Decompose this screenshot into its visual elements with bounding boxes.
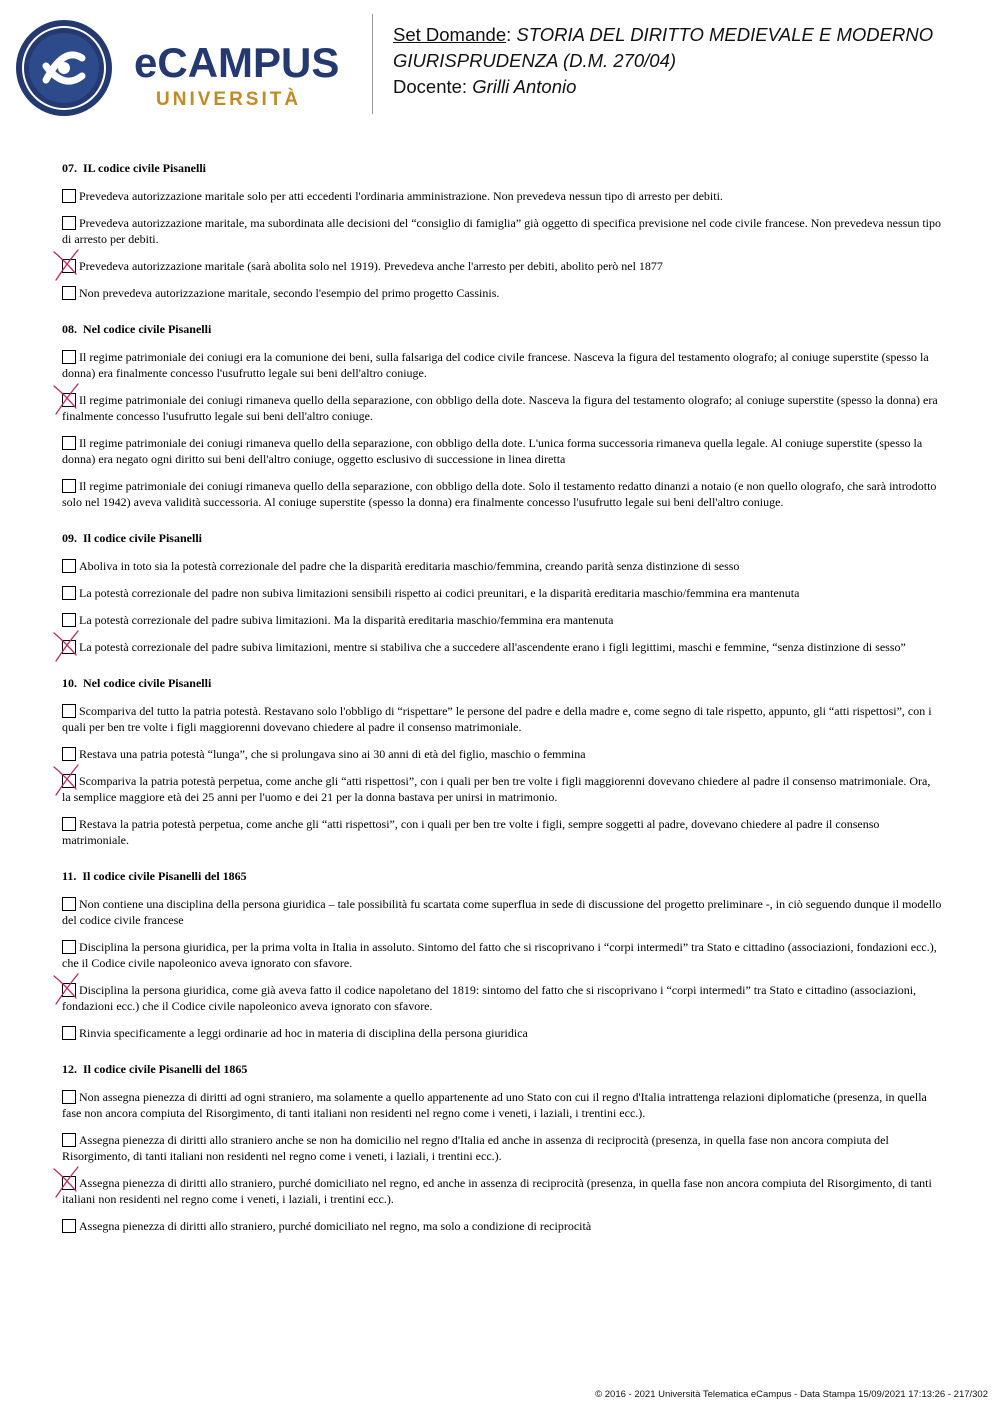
page-footer: © 2016 - 2021 Università Telematica eCampus - Data Stampa 15/09/2021 17:13:26 - 217/302 [595,1389,988,1400]
answer-text: Prevedeva autorizzazione maritale solo per atti eccedenti l'ordinaria amministrazione. Non prevedeva nessun tipo di arresto per debiti. [79,189,723,203]
question-title-text: IL codice civile Pisanelli [83,161,206,175]
checkbox-icon[interactable] [62,1026,76,1040]
answer-option [62,703,942,735]
checkbox-icon[interactable] [62,479,76,493]
answer-option [62,1025,942,1041]
checkbox-icon[interactable] [62,940,76,954]
checkbox-icon[interactable] [62,817,76,831]
course-line: Set Domande: STORIA DEL DIRITTO MEDIEVALE E MODERNO [393,24,934,45]
question-title [62,160,942,176]
checkbox-icon[interactable] [62,559,76,573]
answer-text: Restava una patria potestà “lunga”, che si prolungava sino ai 30 anni di età del figlio, maschio o femmina [79,747,586,761]
answer-text: Il regime patrimoniale dei coniugi rimaneva quello della separazione, con obbligo della dote. Solo il testamento redatto dinanzi a notaio (e non quello olografo, che sarà introdotto solo nel 1942) aveva validità successoria. Al coniuge superstite (spesso la donna) era finalmente concesso l'usufrutto legale sui beni dell'altro coniuge. [62,479,937,509]
answer-text: Assegna pienezza di diritti allo straniero, purché domiciliato nel regno, ma solo a condizione di reciprocità [79,1219,592,1233]
checkbox-icon[interactable] [62,259,76,273]
answer-option [62,1218,942,1234]
answer-option [62,1175,942,1207]
answer-option [62,746,942,762]
checkbox-icon[interactable] [62,216,76,230]
answer-option [62,258,942,274]
teacher-name: Grilli Antonio [472,76,577,97]
question-title-text: Il codice civile Pisanelli del 1865 [83,1062,248,1076]
question-title [62,868,942,884]
checkbox-icon[interactable] [62,586,76,600]
checkbox-icon[interactable] [62,1219,76,1233]
question-block [62,675,942,848]
question-number: 07. [62,161,77,175]
question-number: 11. [62,869,77,883]
ecampus-logo [14,18,359,118]
question-title [62,321,942,337]
question-title [62,1061,942,1077]
question-title-text: Il codice civile Pisanelli [83,531,202,545]
course-title: STORIA DEL DIRITTO MEDIEVALE E MODERNO [516,24,934,45]
answer-text: Prevedeva autorizzazione maritale, ma subordinata alle decisioni del “consiglio di famiglia” già oggetto di specifica previsione nel code civile francese. Non prevedeva nessun tipo di arresto per debiti. [62,216,942,246]
question-title-text: Nel codice civile Pisanelli [83,676,212,690]
question-number: 09. [62,531,77,545]
answer-option [62,349,942,381]
answer-option [62,392,942,424]
answer-option [62,478,942,510]
question-title-text: Nel codice civile Pisanelli [83,322,212,336]
answer-text: Il regime patrimoniale dei coniugi rimaneva quello della separazione, con obbligo della dote. L'unica forma successoria rimaneva quella legale. Al coniuge superstite (spesso la donna) era negato ogni diritto sui beni dell'altro coniuge, oggetto esclusivo di successione in linea diretta [62,436,923,466]
teacher-label: Docente [393,76,462,97]
set-label: Set Domande [393,24,507,45]
answer-text: Disciplina la persona giuridica, per la prima volta in Italia in assoluto. Sintomo del fatto che si riscoprivano i “corpi intermedi” tra Stato e cittadino (associazioni, fondazioni ecc.), che il Codice civile napoleonico aveva ignorato con sfavore. [62,940,937,970]
answer-text: La potestà correzionale del padre non subiva limitazioni sensibili rispetto ai codici preunitari, e la disparità ereditaria maschio/femmina era mantenuta [79,586,800,600]
question-list [62,160,942,1254]
question-number: 08. [62,322,77,336]
answer-text: Non prevedeva autorizzazione maritale, secondo l'esempio del primo progetto Cassinis. [79,286,500,300]
answer-option [62,188,942,204]
answer-text: Assegna pienezza di diritti allo straniero anche se non ha domicilio nel regno d'Italia ed anche in assenza di reciprocità (presenza, in quella fase non ancora compiuta del Risorgimento, di tanti italiani non residenti nel regno come i veneti, i laziali, i trentini ecc.). [62,1133,889,1163]
question-number: 10. [62,676,77,690]
answer-text: Prevedeva autorizzazione maritale (sarà abolita solo nel 1919). Prevedeva anche l'arresto per debiti, abolito però nel 1877 [79,259,663,273]
answer-option [62,1089,942,1121]
answer-option [62,612,942,628]
question-block [62,160,942,301]
brand-subtitle: UNIVERSITÀ [156,89,302,110]
answer-option [62,215,942,247]
answer-option [62,939,942,971]
question-block [62,1061,942,1234]
checkbox-icon[interactable] [62,1090,76,1104]
question-title [62,530,942,546]
question-title [62,675,942,691]
checkbox-icon[interactable] [62,704,76,718]
checkbox-icon[interactable] [62,613,76,627]
checkbox-icon[interactable] [62,1176,76,1190]
checkbox-icon[interactable] [62,393,76,407]
answer-option [62,639,942,655]
answer-option [62,435,942,467]
answer-text: Il regime patrimoniale dei coniugi era la comunione dei beni, sulla falsariga del codice civile francese. Nasceva la figura del testamento olografo; al coniuge superstite (spesso la donna) era finalmente concesso l'usufrutto legale sui beni dell'altro coniuge. [62,350,929,380]
question-title-text: Il codice civile Pisanelli del 1865 [82,869,247,883]
checkbox-icon[interactable] [62,350,76,364]
answer-text: Aboliva in toto sia la potestà correzionale del padre che la disparità ereditaria maschio/femmina, creando parità senza distinzione di sesso [79,559,740,573]
answer-option [62,773,942,805]
answer-text: La potestà correzionale del padre subiva limitazioni, mentre si stabiliva che a succedere all'ascendente erano i figli legittimi, maschi e femmine, “senza distinzione di sesso” [79,640,906,654]
question-block [62,530,942,655]
answer-option [62,816,942,848]
checkbox-icon[interactable] [62,897,76,911]
answer-text: La potestà correzionale del padre subiva limitazioni. Ma la disparità ereditaria maschio/femmina era mantenuta [79,613,614,627]
checkbox-icon[interactable] [62,774,76,788]
answer-option [62,1132,942,1164]
page-header [0,0,1000,125]
answer-text: Non contiene una disciplina della persona giuridica – tale possibilità fu scartata come superflua in sede di discussione del progetto preliminare -, in ciò seguendo dunque il modello del codice civile francese [62,897,942,927]
brand-name: eCAMPUS [134,39,340,86]
header-info [393,22,993,100]
answer-text: Il regime patrimoniale dei coniugi rimaneva quello della separazione, con obbligo della dote. Nasceva la figura del testamento olografo; al coniuge superstite (spesso la donna) era finalmente concesso l'usufrutto legale sui beni dell'altro coniuge. [62,393,938,423]
checkbox-icon[interactable] [62,286,76,300]
question-block [62,321,942,510]
checkbox-icon[interactable] [62,436,76,450]
checkbox-icon[interactable] [62,1133,76,1147]
ecampus-seal-icon [14,18,114,118]
answer-text: Non assegna pienezza di diritti ad ogni straniero, ma solamente a quello appartenente ad uno Stato con cui il regno d'Italia intrattenga relazioni diplomatiche (presenza, in quella fase non ancora compiuta del Risorgimento, di tanti italiani non residenti nel regno come i veneti, i laziali, i trentini ecc.). [62,1090,927,1120]
answer-text: Restava la patria potestà perpetua, come anche gli “atti rispettosi”, con i quali per ben tre volte i figli, sempre soggetti al padre, dovevano chiedere al padre il consenso matrimoniale. [62,817,880,847]
checkbox-icon[interactable] [62,747,76,761]
answer-text: Assegna pienezza di diritti allo straniero, purché domiciliato nel regno, ed anche in assenza di reciprocità (presenza, in quella fase non ancora compiuta del Risorgimento, di tanti italiani non residenti nel regno come i veneti, i laziali, i trentini ecc.). [62,1176,932,1206]
header-divider [372,14,373,114]
answer-text: Scompariva la patria potestà perpetua, come anche gli “atti rispettosi”, con i quali per ben tre volte i figli maggiorenni dovevano chiedere al padre il consenso matrimoniale. Ora, la semplice maggiore età dei 25 anni per l'uomo e dei 21 per la donna bastava per unirsi in matrimonio. [62,774,931,804]
answer-text: Rinvia specificamente a leggi ordinarie ad hoc in materia di disciplina della persona giuridica [79,1026,528,1040]
question-block [62,868,942,1041]
checkbox-icon[interactable] [62,983,76,997]
answer-text: Disciplina la persona giuridica, come già aveva fatto il codice napoletano del 1819: sintomo del fatto che si riscoprivano i “corpi intermedi” tra Stato e cittadino (associazioni, fondazioni ecc.) che il Codice civile napoleonico aveva ignorato con sfavore. [62,983,917,1013]
teacher-line: Docente: Grilli Antonio [393,76,577,97]
checkbox-icon[interactable] [62,189,76,203]
answer-option [62,982,942,1014]
answer-option [62,558,942,574]
answer-text: Scompariva del tutto la patria potestà. Restavano solo l'obbligo di “rispettare” le persone del padre e della madre e, come segno di tale rispetto, appunto, gli “atti rispettosi”, con i quali per ben tre volte i figli maggiorenni dovevano chiedere al padre il consenso matrimoniale. [62,704,932,734]
degree-line: GIURISPRUDENZA (D.M. 270/04) [393,50,677,71]
question-number: 12. [62,1062,77,1076]
answer-option [62,585,942,601]
answer-option [62,896,942,928]
checkbox-icon[interactable] [62,640,76,654]
answer-option [62,285,942,301]
